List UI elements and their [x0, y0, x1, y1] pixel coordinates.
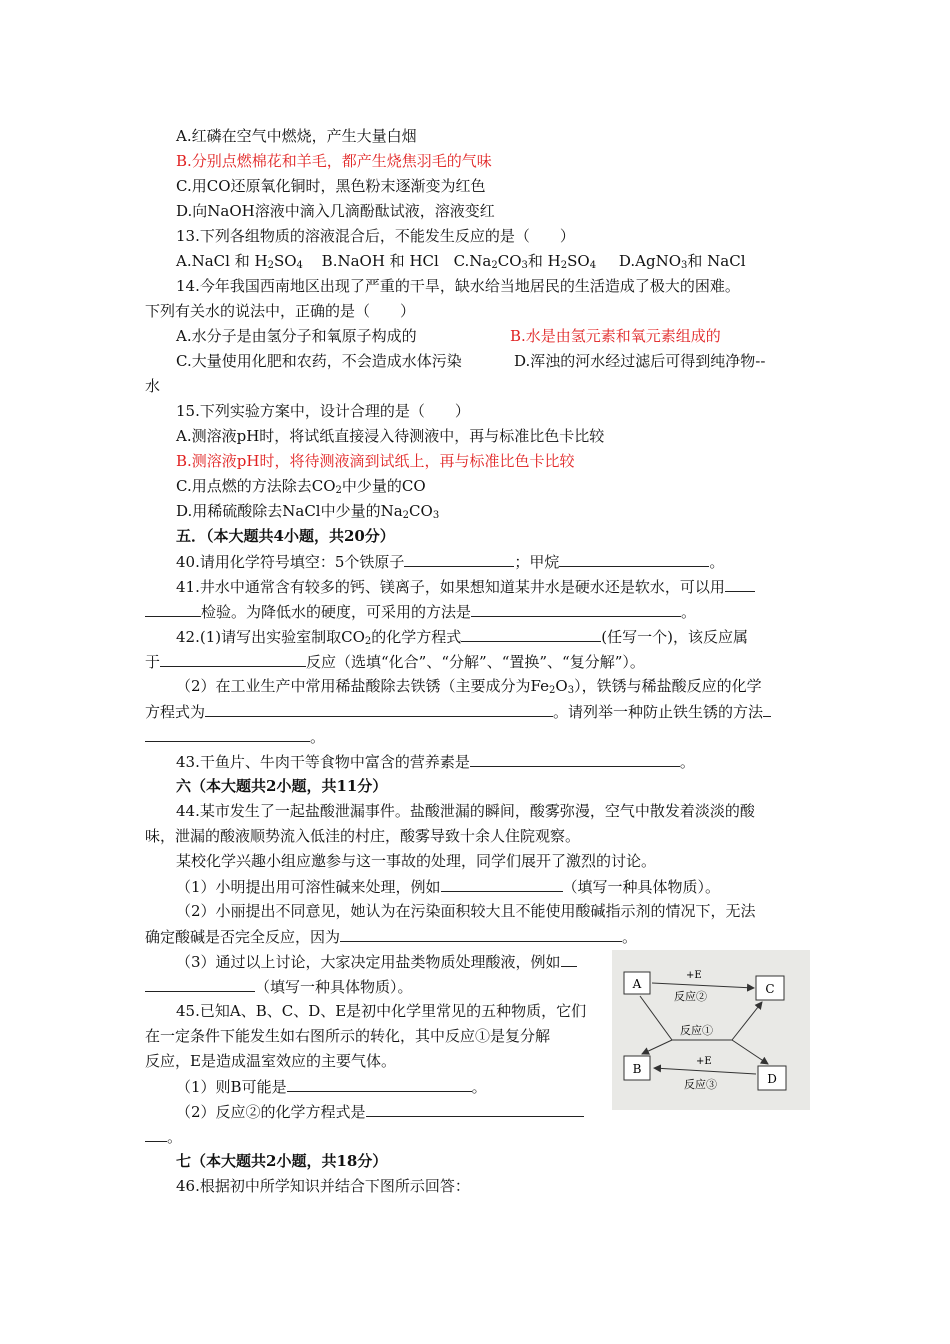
q14-option-c: C.大量使用化肥和农药，不会造成水体污染	[176, 352, 462, 370]
q44-part2-line1: （2）小丽提出不同意见，她认为在污染面积较大且不能使用酸碱指示剂的情况下，无法	[176, 902, 756, 920]
q15-stem: 15.下列实验方案中，设计合理的是（ ）	[176, 402, 470, 420]
q14-option-d-cont: 水	[145, 377, 161, 395]
q42-line1: 42.(1)请写出实验室制取$CO_2$的化学方程式 (任写一个)，该反应属	[176, 628, 748, 647]
node-c-label: C	[765, 982, 775, 996]
q13-option-d: D.AgNO$_3$和 NaCl	[618, 252, 746, 271]
q44-blank-3b[interactable]	[145, 976, 255, 992]
q12-option-b: B.分别点燃棉花和羊毛，都产生烧焦羽毛的气味	[176, 152, 492, 170]
q44-line1: 44.某市发生了一起盐酸泄漏事件。盐酸泄漏的瞬间，酸雾弥漫，空气中散发着淡淡的酸	[176, 802, 755, 820]
q15-option-a: A.测溶液pH时，将试纸直接浸入待测液中，再与标准比色卡比较	[176, 427, 605, 445]
top-plus-e: +E	[686, 970, 702, 981]
q12-option-a: A.红磷在空气中燃烧，产生大量白烟	[176, 127, 417, 145]
q45-line1: 45.已知A、B、C、D、E是初中化学里常见的五种物质，它们	[176, 1002, 587, 1020]
q45-blank-2b[interactable]	[145, 1126, 167, 1142]
node-b-label: B	[632, 1062, 642, 1076]
q45-part1: （1）则B可能是 。	[176, 1078, 487, 1096]
q13-stem: 13.下列各组物质的溶液混合后，不能发生反应的是（ ）	[176, 227, 575, 245]
q45-part2-cont: 。	[145, 1126, 182, 1147]
q15-option-d: D.用稀硫酸除去NaCl中少量的$Na_2CO_3$	[176, 502, 440, 521]
line-a-to-mid	[640, 996, 672, 1040]
q41-line1: 41.井水中通常含有较多的钙、镁离子，如果想知道某井水是硬水还是软水，可以用	[176, 576, 755, 597]
q13-option-b: B.NaOH 和 HCl	[321, 252, 439, 270]
section-7-heading: 七（本大题共2小题，共18分）	[176, 1152, 388, 1170]
q42-line2: 于 反应（选填“化合”、“分解”、“置换”、“复分解”）。	[145, 653, 645, 671]
arrow-d-to-b	[654, 1068, 756, 1074]
q41-blank-1b[interactable]	[145, 601, 201, 617]
q40: 40.请用化学符号填空：5个铁原子 ；甲烷 。	[176, 553, 725, 571]
q15-option-c: C.用点燃的方法除去$CO_2$中少量的CO	[176, 477, 426, 496]
q42-line4: 方程式为 。请列举一种防止铁生锈的方法	[145, 701, 771, 722]
q43: 43.干鱼片、牛肉干等食物中富含的营养素是 。	[176, 753, 695, 771]
q41-line2: 检验。为降低水的硬度，可采用的方法是 。	[145, 601, 696, 622]
q15-option-b: B.测溶液pH时，将待测液滴到试纸上，再与标准比色卡比较	[176, 452, 575, 470]
q45-line2: 在一定条件下能发生如右图所示的转化，其中反应①是复分解	[145, 1027, 551, 1045]
arrow-a-to-c	[652, 983, 754, 988]
node-a-label: A	[632, 977, 642, 991]
arrow-mid-to-b	[642, 1040, 672, 1054]
q44-blank-2[interactable]	[340, 926, 622, 942]
q42-line3: （2）在工业生产中常用稀盐酸除去铁锈（主要成分为$Fe_2O_3$），铁锈与稀盐酸反应的化学	[176, 677, 762, 696]
q41-blank-1a[interactable]	[725, 576, 755, 592]
q42-blank-prevent-a[interactable]	[763, 701, 771, 717]
bottom-reaction-label: 反应③	[684, 1078, 717, 1091]
mid-reaction-label: 反应①	[680, 1024, 713, 1037]
q44-line2: 味，泄漏的酸液顺势流入低洼的村庄，酸雾导致十余人住院观察。	[145, 827, 581, 845]
q46-stem: 46.根据初中所学知识并结合下图所示回答：	[176, 1177, 470, 1195]
q41-blank-2[interactable]	[471, 601, 681, 617]
q13-option-a: A.NaCl 和 $H_2SO_4$	[176, 252, 303, 271]
q44-part2-line2: 确定酸碱是否完全反应，因为 。	[145, 928, 638, 946]
q45-part2: （2）反应②的化学方程式是	[176, 1101, 584, 1122]
q13-option-c: $C.Na_2CO_3$和 $H_2SO_4$	[453, 252, 597, 271]
q14-stem-line2: 下列有关水的说法中，正确的是（ ）	[145, 302, 416, 320]
q40-blank-2[interactable]	[559, 551, 709, 567]
top-reaction-label: 反应②	[674, 990, 707, 1003]
reaction-diagram	[612, 950, 810, 1110]
q14-option-b: B.水是由氢元素和氧元素组成的	[510, 327, 721, 345]
q14-option-d: D.浑浊的河水经过滤后可得到纯净物--	[514, 352, 766, 370]
q14-stem-line1: 14.今年我国西南地区出现了严重的干旱，缺水给当地居民的生活造成了极大的困难。	[176, 277, 740, 295]
q42-blank-equation[interactable]	[461, 626, 601, 642]
section-6-heading: 六（本大题共2小题，共11分）	[176, 777, 388, 795]
q44-part3-line1: （3）通过以上讨论，大家决定用盐类物质处理酸液，例如	[176, 951, 577, 972]
arrow-mid-to-d	[732, 1040, 768, 1064]
q42-blank-prevent-b[interactable]	[145, 726, 310, 742]
q13-options	[176, 251, 746, 271]
node-d-label: D	[767, 1072, 777, 1086]
q44-blank-1[interactable]	[441, 876, 563, 892]
q12-option-d: D.向NaOH溶液中滴入几滴酚酞试液，溶液变红	[176, 202, 495, 220]
q45-blank-2a[interactable]	[366, 1101, 584, 1117]
arrow-mid-to-c	[732, 1002, 762, 1040]
q40-blank-1[interactable]	[404, 551, 514, 567]
q42-blank-rust-equation[interactable]	[205, 701, 553, 717]
q14-option-a: A.水分子是由氢分子和氧原子构成的	[176, 327, 417, 345]
q44-part1: （1）小明提出用可溶性碱来处理，例如 （填写一种具体物质）。	[176, 878, 721, 896]
q44-blank-3a[interactable]	[561, 951, 577, 967]
section-5-heading: 五．（本大题共4小题，共20分）	[176, 527, 395, 545]
q45-blank-1[interactable]	[287, 1076, 472, 1092]
q12-option-c: C.用CO还原氧化铜时，黑色粉末逐渐变为红色	[176, 177, 486, 195]
bottom-plus-e: +E	[696, 1056, 712, 1067]
q45-line3: 反应，E是造成温室效应的主要气体。	[145, 1052, 396, 1070]
q42-line5: 。	[145, 726, 325, 747]
q44-part3-line2: （填写一种具体物质）。	[145, 976, 413, 997]
reaction-diagram-svg	[612, 950, 810, 1110]
q42-blank-reaction-type[interactable]	[160, 651, 306, 667]
q43-blank[interactable]	[470, 751, 680, 767]
q44-line3: 某校化学兴趣小组应邀参与这一事故的处理，同学们展开了激烈的讨论。	[176, 852, 657, 870]
